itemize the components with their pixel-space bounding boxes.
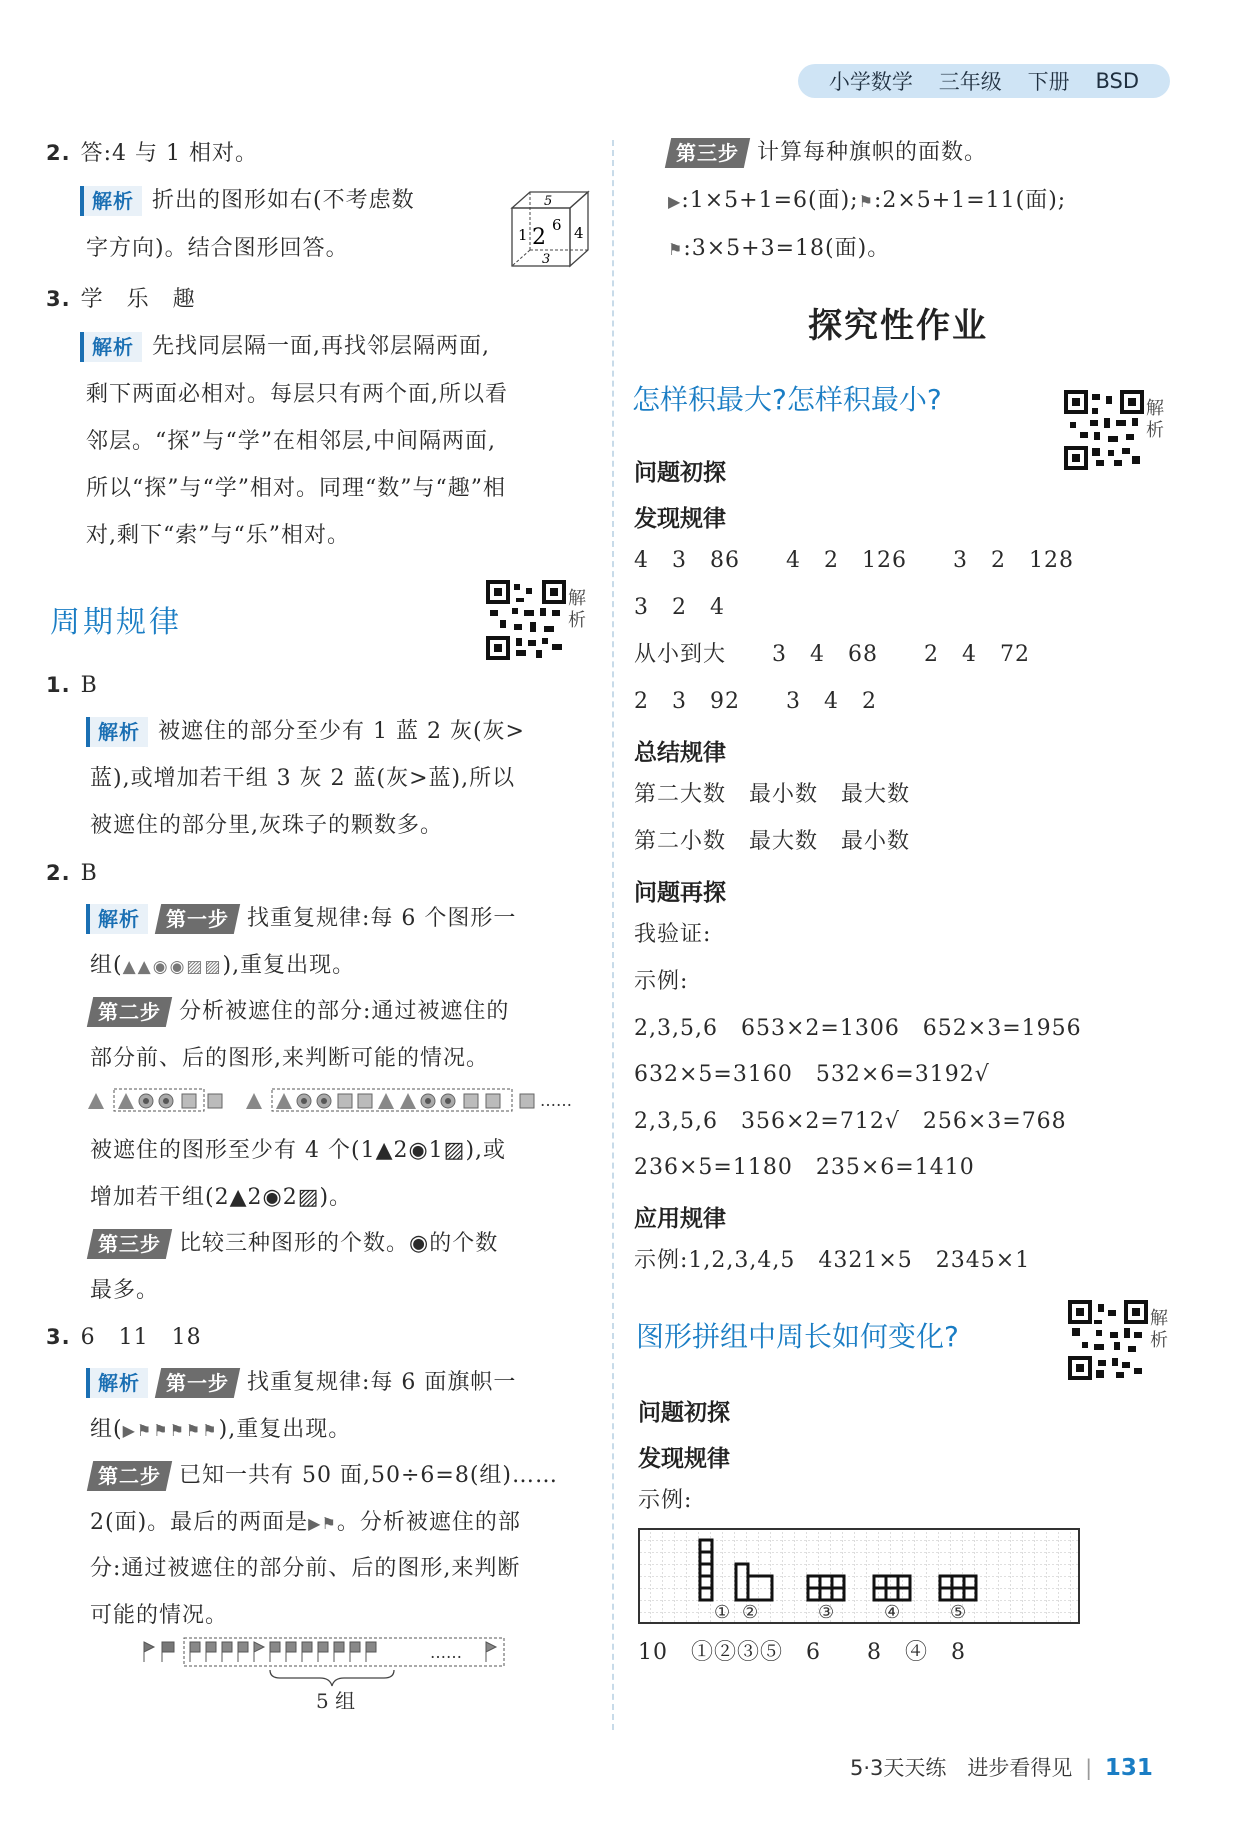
cube-label-front: 2 [532,225,546,250]
step-2-tag: 第二步 [87,997,172,1027]
step-3-tag: 第三步 [87,1229,172,1259]
discover-row-2: 3 2 4 [634,595,725,620]
brace-label: 5 组 [316,1689,356,1713]
right-step-3-line-3: ⚑:3×5+3=18(面)。 [668,236,891,261]
header-edition: BSD [1095,69,1140,93]
answer-2-analysis-line-2: 字方向)。结合图形回答。 [86,236,349,261]
apply-row: 示例:1,2,3,4,5 4321×5 2345×1 [634,1248,1031,1273]
qr-analysis-label: 解析 [1150,1308,1168,1351]
periodic-3-step-2-line-3: 分:通过被遮住的部分前、后的图形,来判断 [90,1556,521,1581]
discover-row-1: 4 3 86 4 2 126 3 2 128 [634,548,1074,573]
analysis-tag: 解析 [86,1368,148,1398]
qr-code-icon[interactable] [1064,390,1144,470]
periodic-2-step-3-line-2: 最多。 [90,1278,160,1303]
shape-label-1: ① [714,1602,731,1623]
periodic-3-step-2-line-2: 2(面)。最后的两面是▶⚑。分析被遮住的部 [90,1510,521,1535]
periodic-answer-1: 1. B [46,673,98,698]
perimeter-grid-diagram [638,1528,1080,1624]
cube-label-right: 4 [574,224,584,242]
periodic-1-analysis-line-2: 蓝),或增加若干组 3 灰 2 蓝(灰>蓝),所以 [90,766,516,791]
periodic-3-step-1-group: 组(▶⚑⚑⚑⚑⚑),重复出现。 [90,1417,352,1442]
step-2-tag: 第二步 [87,1461,172,1491]
header-grade: 三年级 [938,70,1002,94]
qr-analysis-label: 解析 [1146,398,1164,441]
flag-icon: ▶ [668,192,682,211]
periodic-2-step-1-group: 组(▲▲◉◉▨▨),重复出现。 [90,953,356,978]
label-discover-pattern-2: 发现规律 [638,1446,730,1472]
step-3-tag: 第三步 [665,138,750,168]
shape-sequence-diagram [86,1084,576,1114]
periodic-3-step-1: 解析 第一步 找重复规律:每 6 面旗帜一 [86,1368,516,1398]
cube-diagram [510,190,590,268]
analysis-tag: 解析 [80,332,142,362]
periodic-3-step-2-line-4: 可能的情况。 [90,1603,229,1628]
shape-pattern-icons: ▲▲◉◉▨▨ [122,957,223,977]
cube-label-left: 1 [518,226,528,244]
periodic-2-step-3: 第三步 比较三种图形的个数。◉的个数 [90,1229,498,1259]
section-title-periodic: 周期规律 [50,605,182,640]
verify-row-1: 2,3,5,6 653×2=1306 652×3=1956 [634,1016,1082,1041]
step-1-tag: 第一步 [155,904,240,934]
periodic-answer-2: 2. B [46,861,98,886]
periodic-2-step-2-line-4: 增加若干组(2▲2◉2▨)。 [90,1185,353,1210]
answer-3-analysis-line-2: 剩下两面必相对。每层只有两个面,所以看 [86,382,508,407]
header-badge [798,64,1170,98]
answer-2: 2. 答:4 与 1 相对。 [46,141,258,166]
flag-icon: ⚑ [858,192,874,211]
shape-label-5: ⑤ [950,1602,967,1623]
shape-label-4: ④ [884,1602,901,1623]
flag-pattern-icons: ▶⚑⚑⚑⚑⚑ [122,1421,219,1440]
label-discover-pattern: 发现规律 [634,506,726,532]
verify-label: 我验证: [634,922,712,947]
label-summarize-pattern: 总结规律 [634,740,726,766]
periodic-1-analysis-line-1: 解析 被遮住的部分至少有 1 蓝 2 灰(灰> [86,717,525,747]
example-label-2: 示例: [638,1488,693,1513]
analysis-tag: 解析 [86,717,148,747]
periodic-2-step-2-line-2: 部分前、后的图形,来判断可能的情况。 [90,1046,489,1071]
page-number: 131 [1104,1755,1153,1781]
shape-label-2: ② [742,1602,759,1623]
right-step-3: 第三步 计算每种旗帜的面数。 [668,138,987,168]
qr-analysis-label: 解析 [568,588,586,631]
verify-row-3: 2,3,5,6 356×2=712√ 256×3=768 [634,1109,1067,1134]
periodic-3-step-2: 第二步 已知一共有 50 面,50÷6=8(组)…… [90,1461,558,1491]
page-footer: 5·3天天练 进步看得见 | 131 [850,1755,1153,1781]
verify-row-4: 236×5=1180 235×6=1410 [634,1155,975,1180]
flag-sequence-diagram [140,1636,520,1716]
example-label: 示例: [634,969,689,994]
topic-title-perimeter: 图形拼组中周长如何变化? [636,1320,959,1353]
periodic-2-step-2: 第二步 分析被遮住的部分:通过被遮住的 [90,997,509,1027]
summary-row-2: 第二小数 最大数 最小数 [634,829,911,854]
label-apply-pattern: 应用规律 [634,1206,726,1232]
flag-icon: ⚑ [668,240,684,259]
answer-3: 3. 学 乐 趣 [46,287,196,312]
discover-row-4: 2 3 92 3 4 2 [634,689,877,714]
header-volume: 下册 [1027,70,1070,94]
verify-row-2: 632×5=3160 532×6=3192√ [634,1062,990,1087]
cube-label-back: 6 [552,216,562,234]
sequence-ellipsis: …… [540,1091,572,1110]
step-1-tag: 第一步 [155,1368,240,1398]
periodic-answer-3: 3. 6 11 18 [46,1325,202,1350]
perimeter-answer-row: 10 ①②③⑤ 6 8 ④ 8 [638,1640,966,1665]
label-further-exploration: 问题再探 [634,880,726,906]
answer-3-analysis-line-3: 邻层。“探”与“学”在相邻层,中间隔两面, [86,429,496,454]
periodic-2-step-1: 解析 第一步 找重复规律:每 6 个图形一 [86,904,516,934]
label-initial-exploration-2: 问题初探 [638,1400,730,1426]
analysis-tag: 解析 [86,904,148,934]
qr-code-icon[interactable] [486,580,566,660]
header-subject: 小学数学 [828,70,913,94]
flag-sequence-ellipsis: …… [430,1643,462,1662]
analysis-tag: 解析 [80,186,142,216]
topic-title-max-min-product: 怎样积最大?怎样积最小? [632,383,942,416]
answer-3-analysis-line-4: 所以“探”与“学”相对。同理“数”与“趣”相 [86,476,506,501]
shape-label-3: ③ [818,1602,835,1623]
cube-label-top: 5 [544,194,553,209]
label-initial-exploration: 问题初探 [634,460,726,486]
column-divider [612,140,614,1730]
answer-3-analysis-line-1: 解析 先找同层隔一面,再找邻层隔两面, [80,332,490,362]
qr-code-icon[interactable] [1068,1300,1148,1380]
answer-3-analysis-line-5: 对,剩下“索”与“乐”相对。 [86,523,350,548]
cube-label-bottom: 3 [542,252,551,267]
footer-slogan: 5·3天天练 进步看得见 [850,1756,1073,1780]
answer-2-analysis-line-1: 解析 折出的图形如右(不考虑数 [80,186,415,216]
periodic-1-analysis-line-3: 被遮住的部分里,灰珠子的颗数多。 [90,813,443,838]
periodic-2-step-2-line-3: 被遮住的图形至少有 4 个(1▲2◉1▨),或 [90,1138,507,1163]
exploratory-homework-title: 探究性作业 [808,306,988,346]
right-step-3-line-2: ▶:1×5+1=6(面);⚑:2×5+1=11(面); [668,188,1067,213]
flag-icons: ▶⚑ [308,1514,337,1533]
summary-row-1: 第二大数 最小数 最大数 [634,782,911,807]
discover-row-3: 从小到大 3 4 68 2 4 72 [634,642,1030,667]
